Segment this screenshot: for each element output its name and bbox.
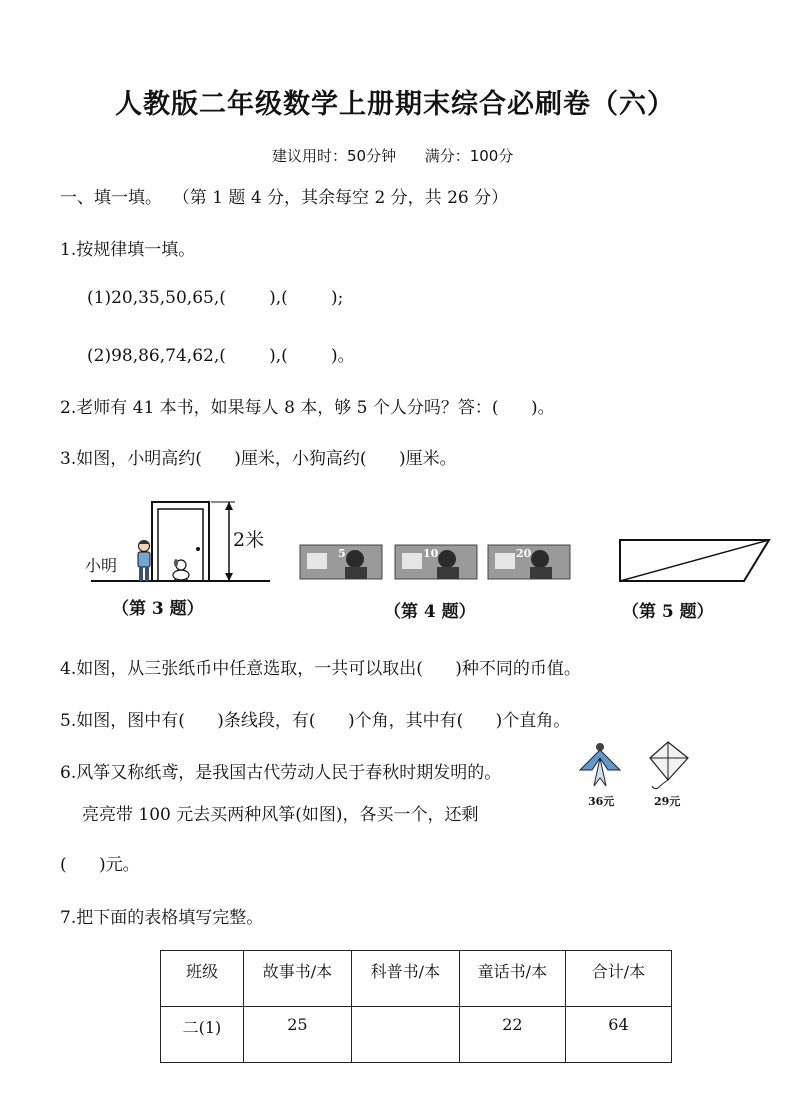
banknote-1-value: 5 bbox=[338, 547, 346, 560]
cell-fairy-tale-books: 22 bbox=[459, 1007, 565, 1063]
boy-shirt-icon bbox=[138, 552, 150, 567]
arrow-top-icon bbox=[225, 502, 233, 510]
figure-4 bbox=[295, 537, 585, 585]
door-knob bbox=[196, 547, 200, 551]
header-total: 合计/本 bbox=[565, 951, 671, 1007]
header-fairy-tale-books: 童话书/本 bbox=[459, 951, 565, 1007]
question-1-part-2: (2)98,86,74,62,( ),( )。 bbox=[87, 346, 355, 366]
banknote-2-value: 10 bbox=[423, 547, 439, 560]
person-label: 小明 bbox=[85, 556, 118, 575]
banknote-3-value: 20 bbox=[516, 547, 532, 560]
header-science-books: 科普书/本 bbox=[351, 951, 459, 1007]
dog-ear-icon bbox=[174, 559, 178, 567]
figure-5 bbox=[615, 535, 775, 587]
diamond-kite-icon bbox=[650, 742, 688, 789]
header-story-books: 故事书/本 bbox=[243, 951, 351, 1007]
kite-1-price: 36元 bbox=[588, 795, 615, 808]
cell-total: 64 bbox=[565, 1007, 671, 1063]
question-4: 4.如图，从三张纸币中任意选取，一共可以取出( )种不同的币值。 bbox=[60, 659, 581, 679]
banknotes-drawing bbox=[295, 537, 585, 585]
kites-drawing bbox=[578, 740, 693, 792]
height-label: 2米 bbox=[233, 529, 265, 551]
kite-2-price: 29元 bbox=[654, 795, 681, 808]
boy-leg-left bbox=[139, 567, 143, 581]
question-6-line-1: 6.风筝又称纸鸢，是我国古代劳动人民于春秋时期发明的。 bbox=[60, 763, 502, 783]
cell-science-books[interactable] bbox=[351, 1007, 459, 1063]
figure-5-caption: （第 5 题） bbox=[622, 602, 714, 622]
figure-3-caption: （第 3 题） bbox=[112, 599, 204, 619]
table-header-row bbox=[161, 951, 672, 1007]
boy-leg-right bbox=[145, 567, 149, 581]
header-class: 班级 bbox=[161, 951, 244, 1007]
arrow-bottom-icon bbox=[225, 573, 233, 581]
book-table bbox=[160, 950, 672, 1063]
cell-class: 二(1) bbox=[161, 1007, 244, 1063]
kites-figure bbox=[578, 740, 693, 792]
cell-story-books: 25 bbox=[243, 1007, 351, 1063]
question-6-line-2: 亮亮带 100 元去买两种风筝(如图)，各买一个，还剩 bbox=[82, 805, 479, 825]
question-3: 3.如图，小明高约( )厘米，小狗高约( )厘米。 bbox=[60, 449, 457, 469]
shape-drawing bbox=[615, 535, 775, 587]
question-5: 5.如图，图中有( )条线段，有( )个角，其中有( )个直角。 bbox=[60, 711, 571, 731]
exam-meta bbox=[272, 145, 513, 166]
full-score: 满分：100分 bbox=[424, 147, 514, 165]
swallow-kite-icon bbox=[580, 743, 620, 786]
question-7: 7.把下面的表格填写完整。 bbox=[60, 908, 264, 928]
question-1-part-1: (1)20,35,50,65,( ),( ); bbox=[87, 288, 344, 308]
question-1: 1.按规律填一填。 bbox=[60, 240, 196, 260]
question-2: 2.老师有 41 本书，如果每人 8 本，够 5 个人分吗？答：( )。 bbox=[60, 398, 555, 418]
figure-4-caption: （第 4 题） bbox=[384, 602, 476, 622]
suggested-time: 建议用时：50分钟 bbox=[272, 147, 397, 165]
table-row bbox=[161, 1007, 672, 1063]
boy-hair-icon bbox=[138, 540, 150, 544]
page-title: 人教版二年级数学上册期末综合必刷卷（六） bbox=[115, 89, 675, 120]
question-6-line-3: ( )元。 bbox=[60, 855, 140, 875]
section-1-heading: 一、填一填。 （第 1 题 4 分，其余每空 2 分，共 26 分） bbox=[60, 188, 509, 208]
dog-body-icon bbox=[173, 570, 189, 580]
